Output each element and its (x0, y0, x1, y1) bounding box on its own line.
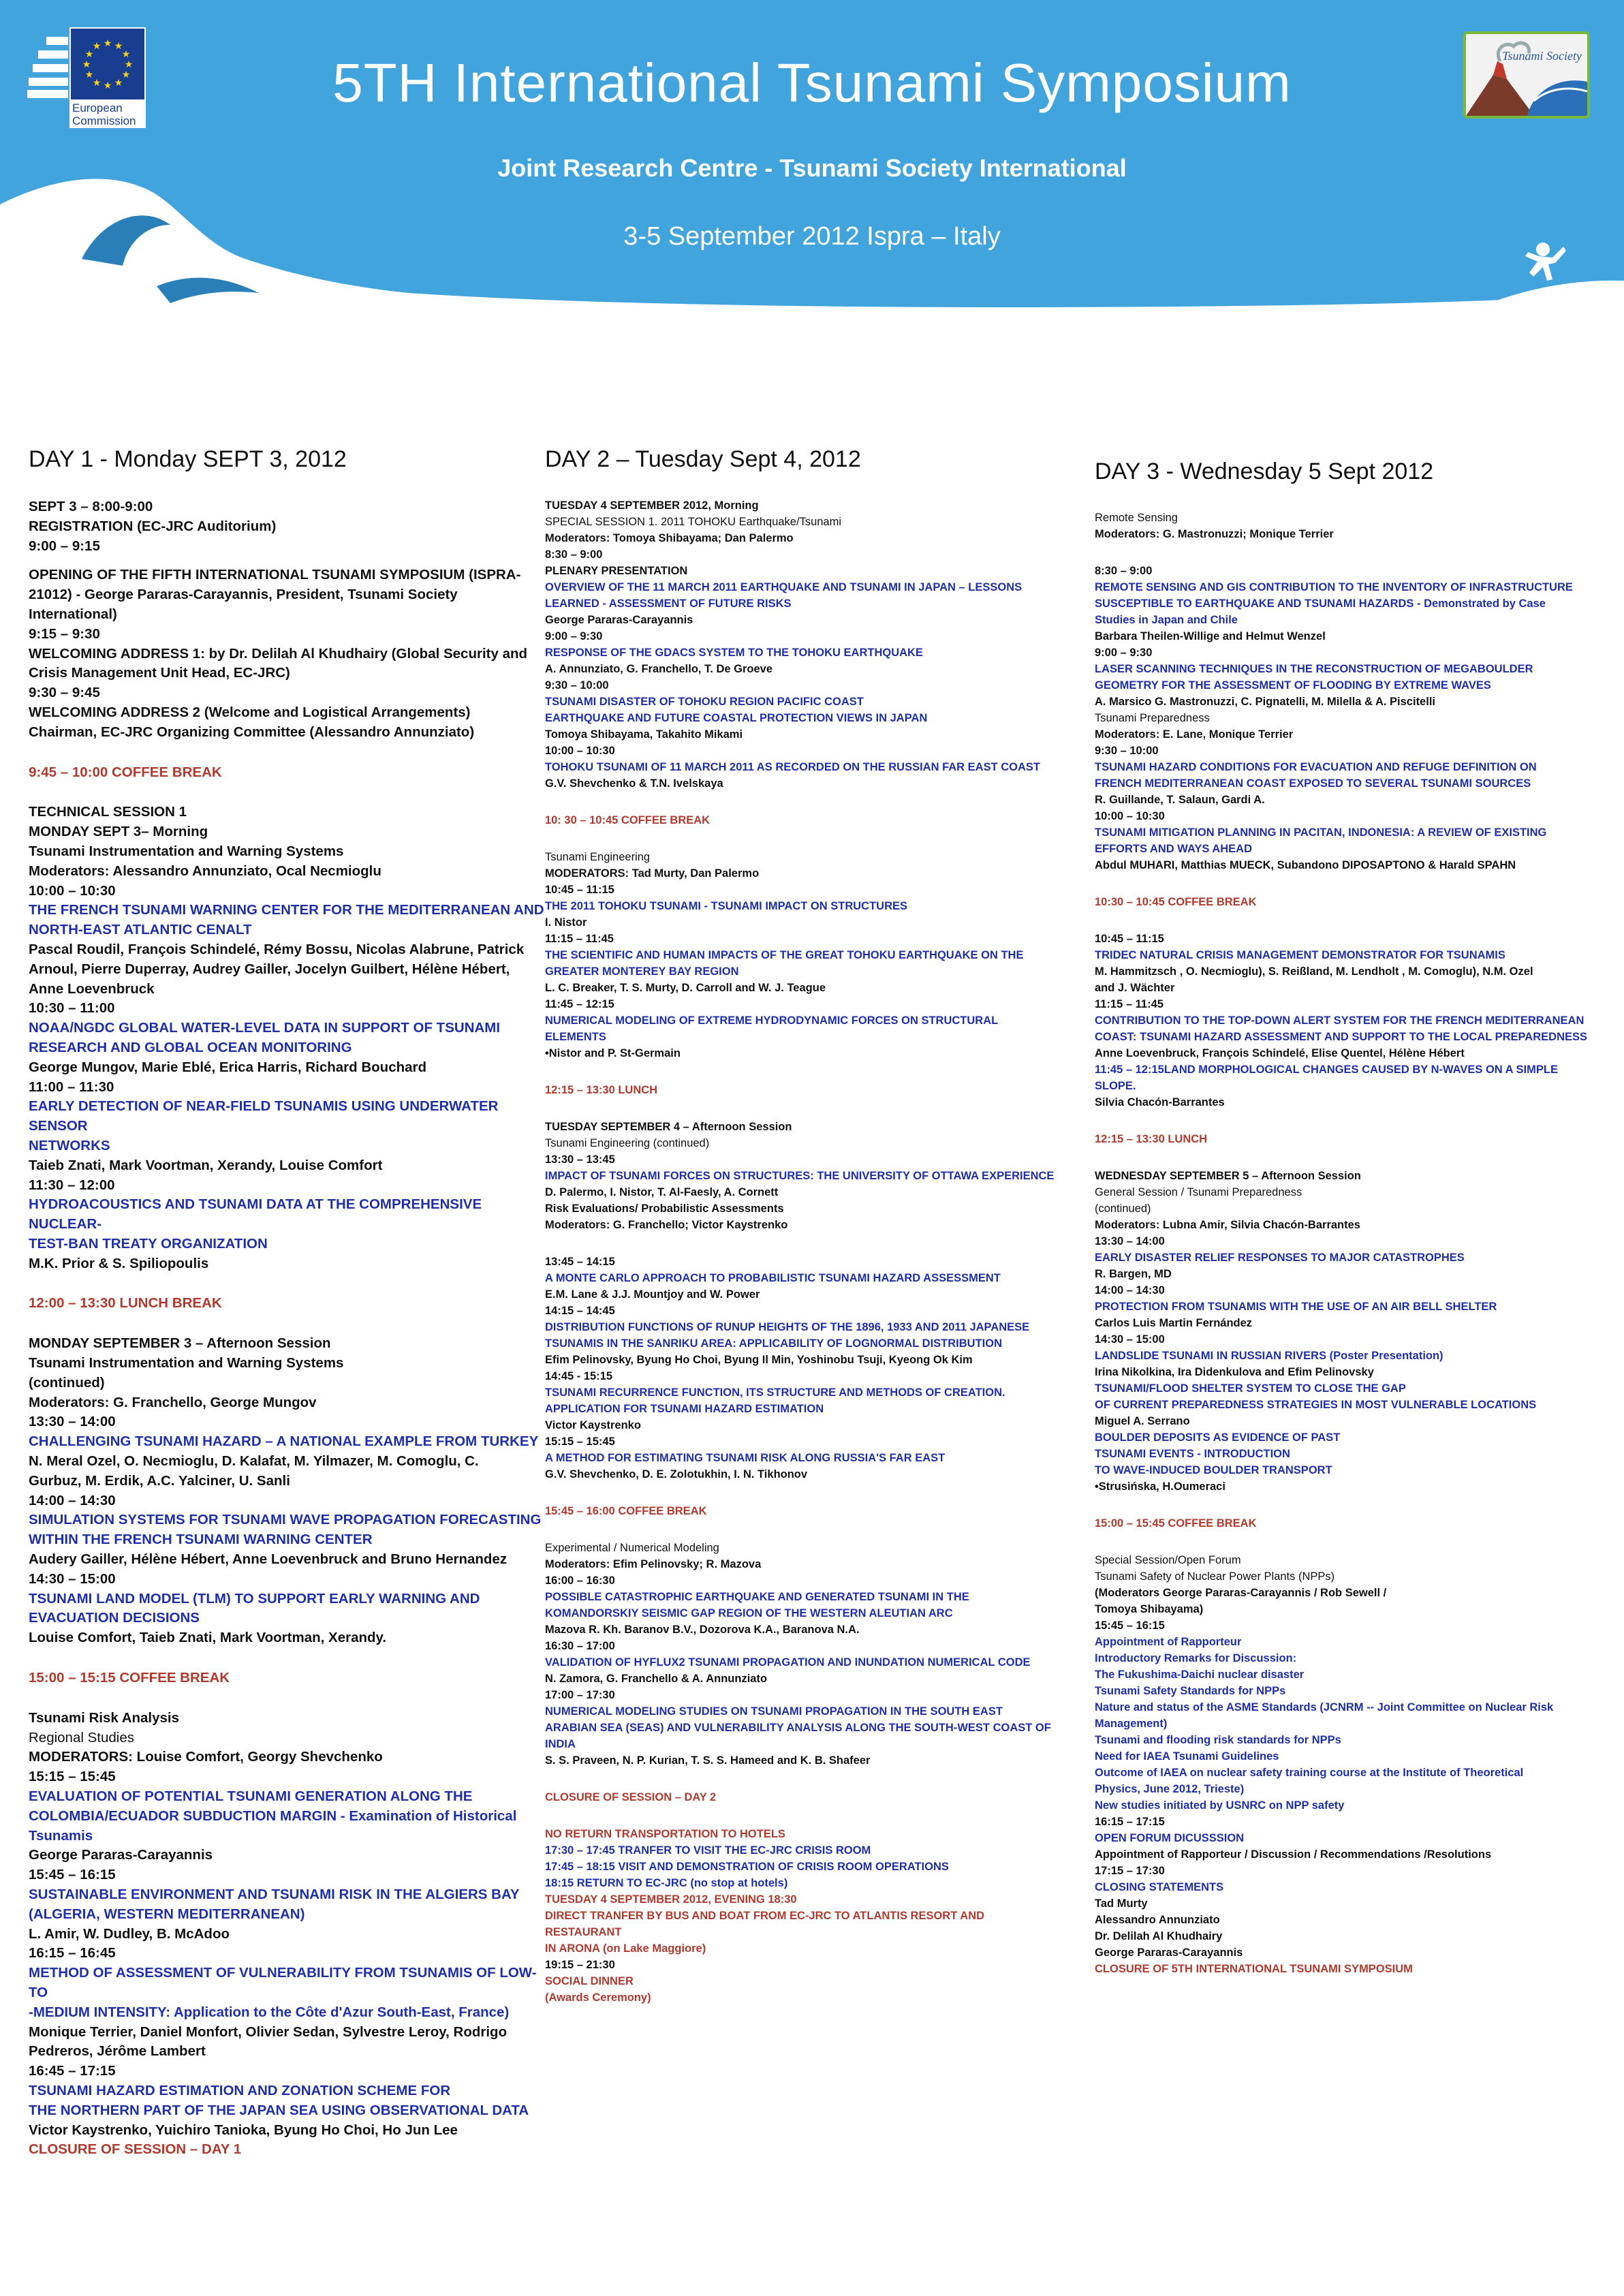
spacer (29, 782, 545, 803)
schedule-line: 9:00 – 9:30 (545, 630, 603, 642)
schedule-line: Taieb Znati, Mark Voortman, Xerandy, Louise Comfort (29, 1157, 383, 1173)
talk-title: LEARNED - ASSESSMENT OF FUTURE RISKS (545, 598, 792, 610)
svg-text:★: ★ (124, 59, 134, 70)
break-note: 12:15 – 13:30 LUNCH (545, 1084, 658, 1096)
talk-title: REMOTE SENSING AND GIS CONTRIBUTION TO THE INVENTORY OF INFRASTRUCTURE (1095, 581, 1573, 593)
schedule-line: 21012) - George Pararas-Carayannis, President, Tsunami Society (29, 587, 458, 603)
talk-title: Tsunami and flooding risk standards for NPPs (1095, 1734, 1341, 1746)
break-note: CLOSURE OF SESSION – DAY 1 (29, 2141, 242, 2158)
tsunami-society-logo: Tsunami Society (1463, 31, 1590, 119)
schedule-line: 13:30 – 13:45 (545, 1153, 615, 1166)
talk-title: TO WAVE-INDUCED BOULDER TRANSPORT (1095, 1464, 1332, 1476)
break-note: CLOSURE OF 5TH INTERNATIONAL TSUNAMI SYMPOSIUM (1095, 1963, 1413, 1975)
talk-title: CONTRIBUTION TO THE TOP-DOWN ALERT SYSTEM FOR THE FRENCH MEDITERRANEAN (1095, 1014, 1584, 1027)
schedule-line: (Moderators George Pararas-Carayannis / Rob Sewell / (1095, 1587, 1387, 1599)
talk-title: COLOMBIA/ECUADOR SUBDUCTION MARGIN - Examination of Historical (29, 1808, 517, 1824)
schedule-line: 15:15 – 15:45 (545, 1436, 615, 1448)
day-1-schedule (29, 497, 545, 2160)
schedule-line: •Nistor and P. St-Germain (545, 1047, 681, 1059)
schedule-line: 9:15 – 9:30 (29, 625, 100, 642)
schedule-line: 17:15 – 17:30 (1095, 1865, 1165, 1877)
talk-title: TSUNAMI HAZARD CONDITIONS FOR EVACUATION AND REFUGE DEFINITION ON (1095, 761, 1537, 773)
schedule-line: G.V. Shevchenko & T.N. Ivelskaya (545, 777, 723, 790)
spacer (29, 1688, 545, 1709)
talk-title: COAST: TSUNAMI HAZARD ASSESSMENT AND SUPPORT TO THE LOCAL PREPAREDNESS (1095, 1031, 1587, 1043)
schedule-line: 16:00 – 16:30 (545, 1574, 615, 1587)
talk-title: THE FRENCH TSUNAMI WARNING CENTER FOR THE MEDITERRANEAN AND (29, 902, 544, 918)
schedule-line: 8:30 – 9:00 (1095, 565, 1153, 577)
talk-title: 17:30 – 17:45 TRANFER TO VISIT THE EC-JRC CRISIS ROOM (545, 1844, 871, 1857)
schedule-line: 14:00 – 14:30 (29, 1492, 116, 1508)
talk-title: HYDROACOUSTICS AND TSUNAMI DATA AT THE COMPREHENSIVE NUCLEAR- (29, 1196, 482, 1232)
session-heading: (continued) (1095, 1203, 1151, 1215)
schedule-line: L. C. Breaker, T. S. Murty, D. Carroll and W. J. Teague (545, 982, 826, 994)
schedule-line: 15:15 – 15:45 (29, 1769, 116, 1785)
talk-title: SIMULATION SYSTEMS FOR TSUNAMI WAVE PROPAGATION FORECASTING (29, 1512, 542, 1528)
session-heading: Regional Studies (29, 1729, 134, 1746)
talk-title: EARTHQUAKE AND FUTURE COASTAL PROTECTION VIEWS IN JAPAN (545, 712, 928, 724)
schedule-line: Abdul MUHARI, Matthias MUECK, Subandono DIPOSAPTONO & Harald SPAHN (1095, 859, 1516, 871)
talk-title: Tsunami Safety Standards for NPPs (1095, 1685, 1286, 1697)
talk-title: APPLICATION FOR TSUNAMI HAZARD ESTIMATION (545, 1403, 824, 1415)
talk-title: INDIA (545, 1738, 576, 1750)
talk-title: TSUNAMI LAND MODEL (TLM) TO SUPPORT EARLY WARNING AND (29, 1590, 480, 1607)
schedule-line: 9:30 – 10:00 (1095, 745, 1159, 757)
talk-title: OF CURRENT PREPAREDNESS STRATEGIES IN MOST VULNERABLE LOCATIONS (1095, 1399, 1537, 1411)
schedule-line: 10:45 – 11:15 (545, 884, 614, 896)
talk-title: BOULDER DEPOSITS AS EVIDENCE OF PAST (1095, 1431, 1341, 1444)
schedule-line: 15:45 – 16:15 (1095, 1619, 1165, 1632)
break-note: 15:00 – 15:15 COFFEE BREAK (29, 1670, 230, 1686)
day-1-heading: DAY 1 - Monday SEPT 3, 2012 (29, 446, 347, 472)
talk-title: OVERVIEW OF THE 11 MARCH 2011 EARTHQUAKE AND TSUNAMI IN JAPAN – LESSONS (545, 581, 1022, 593)
talk-title: 18:15 RETURN TO EC-JRC (no stop at hotels) (545, 1877, 788, 1889)
schedule-line: 16:15 – 16:45 (29, 1945, 116, 1961)
schedule-line: Anne Loevenbruck (29, 980, 155, 997)
break-note: 10:30 – 10:45 COFFEE BREAK (1095, 896, 1257, 908)
schedule-line: G.V. Shevchenko, D. E. Zolotukhin, I. N. Tikhonov (545, 1468, 808, 1480)
event-date: 3-5 September 2012 Ispra – Italy (623, 222, 1001, 251)
volcano-wave-icon (1466, 34, 1587, 116)
session-heading: Remote Sensing (1095, 512, 1178, 524)
break-note: 15:45 – 16:00 COFFEE BREAK (545, 1505, 707, 1517)
schedule-line: A. Annunziato, G. Franchello, T. De Groeve (545, 663, 773, 675)
schedule-line: 16:30 – 17:00 (545, 1640, 615, 1652)
schedule-line: MONDAY SEPTEMBER 3 – Afternoon Session (29, 1335, 331, 1352)
talk-title: THE SCIENTIFIC AND HUMAN IMPACTS OF THE GREAT TOHOKU EARTHQUAKE ON THE (545, 949, 1024, 961)
ec-logo-text: European Commission (69, 101, 146, 128)
talk-title: New studies initiated by USNRC on NPP safety (1095, 1799, 1345, 1812)
spacer (1095, 1111, 1599, 1131)
schedule-line: 11:45 – 12:15 (545, 998, 614, 1010)
schedule-line: 10:00 – 10:30 (1095, 810, 1165, 822)
schedule-line: 10:45 – 11:15 (1095, 933, 1164, 945)
talk-title: EARLY DISASTER RELIEF RESPONSES TO MAJOR CATASTROPHES (1095, 1252, 1465, 1264)
talk-title: Management) (1095, 1718, 1168, 1730)
schedule-line: 8:30 – 9:00 (545, 548, 603, 561)
schedule-line: 16:15 – 17:15 (1095, 1816, 1165, 1828)
schedule-line: 14:00 – 14:30 (1095, 1284, 1165, 1297)
schedule-line: Moderators: Alessandro Annunziato, Ocal Necmioglu (29, 863, 381, 879)
talk-title: TSUNAMI/FLOOD SHELTER SYSTEM TO CLOSE THE GAP (1095, 1382, 1406, 1395)
spacer (29, 1273, 545, 1294)
schedule-line: Moderators: Tomoya Shibayama; Dan Palermo (545, 532, 794, 544)
spacer (545, 1233, 1063, 1254)
talk-title: Introductory Remarks for Discussion: (1095, 1652, 1297, 1664)
spacer (545, 1805, 1063, 1826)
talk-title: A MONTE CARLO APPROACH TO PROBABILISTIC TSUNAMI HAZARD ASSESSMENT (545, 1272, 1001, 1284)
schedule-line: Irina Nikolkina, Ira Didenkulova and Efim Pelinovsky (1095, 1366, 1374, 1378)
svg-text:★: ★ (84, 69, 94, 80)
schedule-line: Victor Kaystrenko, Yuichiro Tanioka, Byung Ho Choi, Ho Jun Lee (29, 2122, 458, 2138)
talk-title: Studies in Japan and Chile (1095, 614, 1238, 626)
schedule-line: WEDNESDAY SEPTEMBER 5 – Afternoon Session (1095, 1170, 1361, 1182)
session-heading: Tsunami Engineering (continued) (545, 1137, 710, 1149)
schedule-line: Carlos Luis Martin Fernández (1095, 1317, 1253, 1329)
talk-title: POSSIBLE CATASTROPHIC EARTHQUAKE AND GENERATED TSUNAMI IN THE (545, 1591, 969, 1603)
talk-title: THE NORTHERN PART OF THE JAPAN SEA USING OBSERVATIONAL DATA (29, 2102, 529, 2118)
talk-title: RESPONSE OF THE GDACS SYSTEM TO THE TOHOKU EARTHQUAKE (545, 647, 923, 659)
talk-title: NETWORKS (29, 1137, 110, 1153)
svg-text:★: ★ (82, 59, 91, 70)
schedule-line: REGISTRATION (EC-JRC Auditorium) (29, 518, 277, 534)
talk-title: A METHOD FOR ESTIMATING TSUNAMI RISK ALONG RUSSIA'S FAR EAST (545, 1452, 946, 1464)
schedule-line: 13:45 – 14:15 (545, 1256, 615, 1268)
break-note: SOCIAL DINNER (545, 1975, 634, 1987)
talk-title: TSUNAMI MITIGATION PLANNING IN PACITAN, INDONESIA: A REVIEW OF EXISTING (1095, 826, 1547, 839)
schedule-line: Appointment of Rapporteur / Discussion / Recommendations /Resolutions (1095, 1848, 1492, 1861)
schedule-line: MODERATORS: Tad Murty, Dan Palermo (545, 867, 760, 880)
break-note: 12:00 – 13:30 LUNCH BREAK (29, 1295, 222, 1312)
break-note: DIRECT TRANFER BY BUS AND BOAT FROM EC-JRC TO ATLANTIS RESORT AND RESTAURANT (545, 1910, 985, 1938)
schedule-line: 13:30 – 14:00 (29, 1414, 116, 1430)
schedule-line: 9:00 – 9:30 (1095, 647, 1153, 659)
spacer (1095, 1532, 1599, 1552)
schedule-line: Tomoya Shibayama, Takahito Mikami (545, 728, 743, 741)
talk-title: NUMERICAL MODELING OF EXTREME HYDRODYNAMIC FORCES ON STRUCTURAL (545, 1014, 999, 1027)
schedule-line: and J. Wächter (1095, 982, 1175, 994)
schedule-line: Moderators: Lubna Amir, Silvia Chacón-Barrantes (1095, 1219, 1360, 1231)
break-note: (Awards Ceremony) (545, 1991, 651, 2004)
break-note: 9:45 – 10:00 COFFEE BREAK (29, 764, 222, 780)
schedule-line: 9:30 – 9:45 (29, 685, 100, 701)
schedule-line: 15:45 – 16:15 (29, 1867, 116, 1883)
talk-title: Tsunamis (29, 1827, 93, 1844)
talk-title: TSUNAMIS IN THE SANRIKU AREA: APPLICABILITY OF LOGNORMAL DISTRIBUTION (545, 1337, 1002, 1350)
break-note: 12:15 – 13:30 LUNCH (1095, 1133, 1208, 1145)
svg-text:★: ★ (114, 78, 123, 89)
schedule-line: 10:00 – 10:30 (545, 745, 615, 757)
talk-title: TRIDEC NATURAL CRISIS MANAGEMENT DEMONSTRATOR FOR TSUNAMIS (1095, 949, 1505, 961)
svg-text:★: ★ (103, 80, 112, 91)
schedule-line: TUESDAY SEPTEMBER 4 – Afternoon Session (545, 1121, 792, 1133)
schedule-line: Moderators: E. Lane, Monique Terrier (1095, 728, 1294, 741)
schedule-line: Arnoul, Pierre Duperray, Audrey Gailler, Jocelyn Guilbert, Hélène Hébert, (29, 961, 510, 977)
session-heading: Tsunami Safety of Nuclear Power Plants (NPPs) (1095, 1570, 1335, 1583)
schedule-line: 9:00 – 9:15 (29, 538, 100, 554)
talk-title: OPEN FORUM DICUSSSION (1095, 1832, 1245, 1844)
schedule-line: R. Bargen, MD (1095, 1268, 1172, 1280)
talk-title: METHOD OF ASSESSMENT OF VULNERABILITY FROM TSUNAMIS OF LOW-TO (29, 1965, 537, 2000)
talk-title: Physics, June 2012, Trieste) (1095, 1783, 1245, 1795)
talk-title: -MEDIUM INTENSITY: Application to the Côte d'Azur South-East, France) (29, 2004, 510, 2020)
schedule-line: International) (29, 606, 117, 622)
talk-title: GEOMETRY FOR THE ASSESSMENT OF FLOODING BY EXTREME WAVES (1095, 679, 1491, 692)
schedule-line: Barbara Theilen-Willige and Helmut Wenzel (1095, 630, 1326, 642)
talk-title: Nature and status of the ASME Standards (JCNRM -- Joint Committee on Nuclear Risk (1095, 1701, 1554, 1713)
schedule-line: 14:30 – 15:00 (29, 1570, 116, 1587)
talk-title: CHALLENGING TSUNAMI HAZARD – A NATIONAL EXAMPLE FROM TURKEY (29, 1433, 539, 1450)
break-note: 10: 30 – 10:45 COFFEE BREAK (545, 814, 710, 826)
schedule-line: George Mungov, Marie Eblé, Erica Harris, Richard Bouchard (29, 1059, 427, 1075)
svg-text:★: ★ (92, 41, 102, 52)
session-heading: Tsunami Preparedness (1095, 712, 1210, 724)
talk-title: TSUNAMI RECURRENCE FUNCTION, ITS STRUCTURE AND METHODS OF CREATION. (545, 1386, 1005, 1399)
spacer (1095, 910, 1599, 931)
talk-title: Appointment of Rapporteur (1095, 1636, 1242, 1648)
schedule-line: 10:00 – 10:30 (29, 882, 116, 899)
schedule-line: Mazova R. Kh. Baranov B.V., Dozorova K.A., Baranova N.A. (545, 1624, 860, 1636)
schedule-line: Efim Pelinovsky, Byung Ho Choi, Byung Il Min, Yoshinobu Tsuji, Kyeong Ok Kim (545, 1354, 973, 1366)
schedule-line: 16:45 – 17:15 (29, 2063, 116, 2079)
schedule-line: Crisis Management Unit Head, EC-JRC) (29, 665, 290, 681)
day-2-column (545, 446, 1063, 2006)
talk-title: NUMERICAL MODELING STUDIES ON TSUNAMI PROPAGATION IN THE SOUTH EAST (545, 1705, 1003, 1718)
schedule-line: TECHNICAL SESSION 1 (29, 804, 187, 820)
schedule-line: Moderators: G. Franchello, George Mungov (29, 1394, 317, 1410)
talk-title: TOHOKU TSUNAMI OF 11 MARCH 2011 AS RECORDED ON THE RUSSIAN FAR EAST COAST (545, 761, 1041, 773)
schedule-line: 11:00 – 11:30 (29, 1079, 114, 1095)
schedule-line: Pascal Roudil, François Schindelé, Rémy Bossu, Nicolas Alabrune, Patrick (29, 941, 525, 957)
schedule-line: Moderators: G. Mastronuzzi; Monique Terrier (1095, 528, 1334, 540)
spacer (545, 1519, 1063, 1540)
schedule-line: Dr. Delilah Al Khudhairy (1095, 1930, 1223, 1942)
talk-title: SUSTAINABLE ENVIRONMENT AND TSUNAMI RISK IN THE ALGIERS BAY (29, 1887, 520, 1902)
schedule-line: I. Nistor (545, 916, 587, 929)
svg-text:★: ★ (114, 41, 123, 52)
session-heading: Experimental / Numerical Modeling (545, 1542, 719, 1554)
schedule-line: A. Marsico G. Mastronuzzi, C. Pignatelli, M. Milella & A. Piscitelli (1095, 696, 1435, 708)
schedule-line: 14:30 – 15:00 (1095, 1333, 1165, 1346)
svg-text:★: ★ (84, 49, 94, 60)
schedule-line: 11:15 – 11:45 (545, 933, 614, 945)
talk-title: IMPACT OF TSUNAMI FORCES ON STRUCTURES: THE UNIVERSITY OF OTTAWA EXPERIENCE (545, 1170, 1055, 1182)
talk-title: TSUNAMI EVENTS - INTRODUCTION (1095, 1448, 1290, 1460)
talk-title: SLOPE. (1095, 1080, 1136, 1092)
day-3-heading: DAY 3 - Wednesday 5 Sept 2012 (1095, 459, 1434, 484)
talk-title: ELEMENTS (545, 1031, 606, 1043)
schedule-line: D. Palermo, I. Nistor, T. Al-Faesly, A. Cornett (545, 1186, 779, 1198)
schedule-line: N. Meral Ozel, O. Necmioglu, D. Kalafat, M. Yilmazer, M. Comoglu, C. (29, 1453, 479, 1470)
spacer (1095, 1495, 1599, 1515)
spacer (545, 792, 1063, 812)
talk-title: TSUNAMI DISASTER OF TOHOKU REGION PACIFIC COAST (545, 696, 864, 708)
spacer (29, 1648, 545, 1669)
talk-title: LASER SCANNING TECHNIQUES IN THE RECONSTRUCTION OF MEGABOULDER (1095, 663, 1533, 675)
schedule-line: 9:30 – 10:00 (545, 679, 609, 692)
schedule-line: •Strusińska, H.Oumeraci (1095, 1480, 1225, 1493)
schedule-line: Tad Murty (1095, 1897, 1148, 1910)
day-2-heading: DAY 2 – Tuesday Sept 4, 2012 (545, 446, 861, 472)
schedule-line: E.M. Lane & J.J. Mountjoy and W. Power (545, 1288, 760, 1301)
schedule-line: Gurbuz, M. Erdik, A.C. Yalciner, U. Sanli (29, 1472, 290, 1489)
talk-title: ARABIAN SEA (SEAS) AND VULNERABILITY ANALYSIS ALONG THE SOUTH-WEST COAST OF (545, 1722, 1051, 1734)
talk-title: EVACUATION DECISIONS (29, 1610, 200, 1626)
schedule-line: M.K. Prior & S. Spiliopoulis (29, 1255, 209, 1271)
schedule-line: WELCOMING ADDRESS 1: by Dr. Delilah Al Khudhairy (Global Security and (29, 645, 528, 662)
session-heading: SPECIAL SESSION 1. 2011 TOHOKU Earthquake/Tsunami (545, 516, 842, 528)
schedule-line: S. S. Praveen, N. P. Kurian, T. S. S. Hameed and K. B. Shafeer (545, 1754, 871, 1767)
schedule-line: 14:45 - 15:15 (545, 1370, 613, 1382)
talk-title: EVALUATION OF POTENTIAL TSUNAMI GENERATION ALONG THE (29, 1788, 473, 1805)
talk-title: EFFORTS AND WAYS AHEAD (1095, 843, 1253, 855)
talk-title: DISTRIBUTION FUNCTIONS OF RUNUP HEIGHTS OF THE 1896, 1933 AND 2011 JAPANESE (545, 1321, 1030, 1333)
schedule-line: TUESDAY 4 SEPTEMBER 2012, Morning (545, 499, 759, 512)
talk-title: The Fukushima-Daichi nuclear disaster (1095, 1669, 1305, 1681)
talk-title: (ALGERIA, WESTERN MEDITERRANEAN) (29, 1906, 305, 1922)
schedule-line: Chairman, EC-JRC Organizing Committee (Alessandro Annunziato) (29, 724, 475, 740)
schedule-line: MODERATORS: Louise Comfort, Georgy Shevchenko (29, 1749, 383, 1765)
schedule-line: PLENARY PRESENTATION (545, 565, 688, 577)
day-2-schedule (545, 497, 1063, 2006)
schedule-line: 13:30 – 14:00 (1095, 1235, 1165, 1247)
schedule-line: George Pararas-Carayannis (1095, 1946, 1243, 1959)
talk-title: EARLY DETECTION OF NEAR-FIELD TSUNAMIS USING UNDERWATER SENSOR (29, 1098, 499, 1134)
spacer (1095, 1147, 1599, 1168)
spacer (545, 1061, 1063, 1082)
header-banner (0, 0, 1624, 326)
spacer (545, 1483, 1063, 1503)
talk-title: Outcome of IAEA on nuclear safety training course at the Institute of Theoretical (1095, 1767, 1524, 1779)
schedule-line: Victor Kaystrenko (545, 1419, 641, 1431)
spacer (1095, 873, 1599, 894)
schedule-line: Monique Terrier, Daniel Monfort, Olivier Sedan, Sylvestre Leroy, Rodrigo (29, 2023, 507, 2040)
schedule-line: Tomoya Shibayama) (1095, 1603, 1204, 1615)
schedule-line: Pedreros, Jérôme Lambert (29, 2043, 206, 2060)
schedule-line: WELCOMING ADDRESS 2 (Welcome and Logistical Arrangements) (29, 704, 471, 720)
schedule-line: Silvia Chacón-Barrantes (1095, 1096, 1225, 1108)
break-note: 15:00 – 15:45 COFFEE BREAK (1095, 1517, 1257, 1530)
svg-text:★: ★ (121, 49, 131, 60)
session-heading: Tsunami Engineering (545, 851, 651, 863)
spacer (29, 1314, 545, 1334)
schedule-line: Louise Comfort, Taieb Znati, Mark Voortman, Xerandy. (29, 1630, 387, 1646)
talk-title: THE 2011 TOHOKU TSUNAMI - TSUNAMI IMPACT ON STRUCTURES (545, 900, 908, 912)
talk-title: Need for IAEA Tsunami Guidelines (1095, 1750, 1279, 1763)
day-3-schedule (1095, 510, 1599, 1977)
spacer (545, 1098, 1063, 1119)
talk-title: NORTH-EAST ATLANTIC CENALT (29, 922, 252, 938)
break-note: NO RETURN TRANSPORTATION TO HOTELS (545, 1828, 785, 1840)
break-note: CLOSURE OF SESSION – DAY 2 (545, 1791, 717, 1803)
talk-title: SUSCEPTIBLE TO EARTHQUAKE AND TSUNAMI HAZARDS - Demonstrated by Case (1095, 598, 1546, 610)
talk-title: KOMANDORSKIY SEISMIC GAP REGION OF THE WESTERN ALEUTIAN ARC (545, 1607, 953, 1619)
spacer (29, 556, 545, 565)
schedule-line: Moderators: Efim Pelinovsky; R. Mazova (545, 1558, 762, 1570)
spacer (29, 743, 545, 763)
spacer (545, 1769, 1063, 1789)
break-note: IN ARONA (on Lake Maggiore) (545, 1942, 706, 1955)
schedule-line: Tsunami Risk Analysis (29, 1709, 180, 1726)
schedule-line: M. Hammitzsch , O. Necmioglu), S. Reißland, M. Lendholt , M. Comoglu), N.M. Ozel (1095, 965, 1533, 978)
svg-text:★: ★ (92, 78, 102, 89)
page-subtitle: Joint Research Centre - Tsunami Society International (497, 154, 1127, 182)
talk-title: CLOSING STATEMENTS (1095, 1881, 1224, 1893)
day-3-column (1095, 446, 1599, 1977)
schedule-line: Anne Loevenbruck, François Schindelé, Elise Quentel, Hélène Hébert (1095, 1047, 1465, 1059)
session-heading: General Session / Tsunami Preparedness (1095, 1186, 1302, 1198)
schedule-line: 11:15 – 11:45 (1095, 998, 1164, 1010)
talk-title: VALIDATION OF HYFLUX2 TSUNAMI PROPAGATION AND INUNDATION NUMERICAL CODE (545, 1656, 1031, 1669)
schedule-line: (continued) (29, 1374, 105, 1391)
svg-text:★: ★ (103, 38, 112, 49)
schedule-line: MONDAY SEPT 3– Morning (29, 824, 208, 840)
schedule-line: L. Amir, W. Dudley, B. McAdoo (29, 1925, 230, 1942)
spacer (1095, 542, 1599, 563)
talk-title: FRENCH MEDITERRANEAN COAST EXPOSED TO SEVERAL TSUNAMI SOURCES (1095, 777, 1531, 790)
schedule-line: Alessandro Annunziato (1095, 1914, 1220, 1926)
schedule-line: OPENING OF THE FIFTH INTERNATIONAL TSUNAMI SYMPOSIUM (ISPRA- (29, 567, 521, 583)
schedule-line: 19:15 – 21:30 (545, 1959, 615, 1971)
talk-title: GREATER MONTEREY BAY REGION (545, 965, 739, 978)
schedule-line: 10:30 – 11:00 (29, 1000, 115, 1017)
schedule-line: Miguel A. Serrano (1095, 1415, 1190, 1427)
talk-title: 17:45 – 18:15 VISIT AND DEMONSTRATION OF CRISIS ROOM OPERATIONS (545, 1861, 949, 1873)
talk-title: PROTECTION FROM TSUNAMIS WITH THE USE OF AN AIR BELL SHELTER (1095, 1301, 1497, 1313)
spacer (545, 828, 1063, 849)
schedule-line: N. Zamora, G. Franchello & A. Annunziato (545, 1673, 768, 1685)
session-heading: Special Session/Open Forum (1095, 1554, 1241, 1566)
talk-title: TSUNAMI HAZARD ESTIMATION AND ZONATION SCHEME FOR (29, 2082, 451, 2098)
talk-title: LANDSLIDE TSUNAMI IN RUSSIAN RIVERS (Poster Presentation) (1095, 1350, 1443, 1362)
schedule-line: SEPT 3 – 8:00-9:00 (29, 499, 153, 514)
schedule-line: 14:15 – 14:45 (545, 1305, 615, 1317)
talk-title: NOAA/NGDC GLOBAL WATER-LEVEL DATA IN SUPPORT OF TSUNAMI (29, 1020, 501, 1036)
talk-title: 11:45 – 12:15LAND MORPHOLOGICAL CHANGES CAUSED BY N-WAVES ON A SIMPLE (1095, 1064, 1558, 1076)
talk-title: WITHIN THE FRENCH TSUNAMI WARNING CENTER (29, 1532, 373, 1548)
schedule-line: Tsunami Instrumentation and Warning Systems (29, 843, 344, 859)
schedule-line: 11:30 – 12:00 (29, 1177, 115, 1193)
schedule-line: Moderators: G. Franchello; Victor Kaystrenko (545, 1219, 788, 1231)
schedule-line: 17:00 – 17:30 (545, 1689, 615, 1701)
page-title: 5TH International Tsunami Symposium (332, 52, 1292, 113)
schedule-line: Tsunami Instrumentation and Warning Systems (29, 1355, 344, 1371)
break-note: TUESDAY 4 SEPTEMBER 2012, EVENING 18:30 (545, 1893, 797, 1906)
schedule-line: Audery Gailler, Hélène Hébert, Anne Loevenbruck and Bruno Hernandez (29, 1551, 507, 1568)
schedule-line: George Pararas-Carayannis (29, 1847, 213, 1863)
schedule-line: George Pararas-Carayannis (545, 614, 693, 626)
day-1-column (29, 446, 545, 2160)
talk-title: TEST-BAN TREATY ORGANIZATION (29, 1235, 268, 1252)
schedule-line: R. Guillande, T. Salaun, Gardi A. (1095, 794, 1265, 806)
svg-text:★: ★ (121, 69, 131, 80)
talk-title: RESEARCH AND GLOBAL OCEAN MONITORING (29, 1039, 352, 1055)
schedule-line: Risk Evaluations/ Probabilistic Assessments (545, 1203, 784, 1215)
